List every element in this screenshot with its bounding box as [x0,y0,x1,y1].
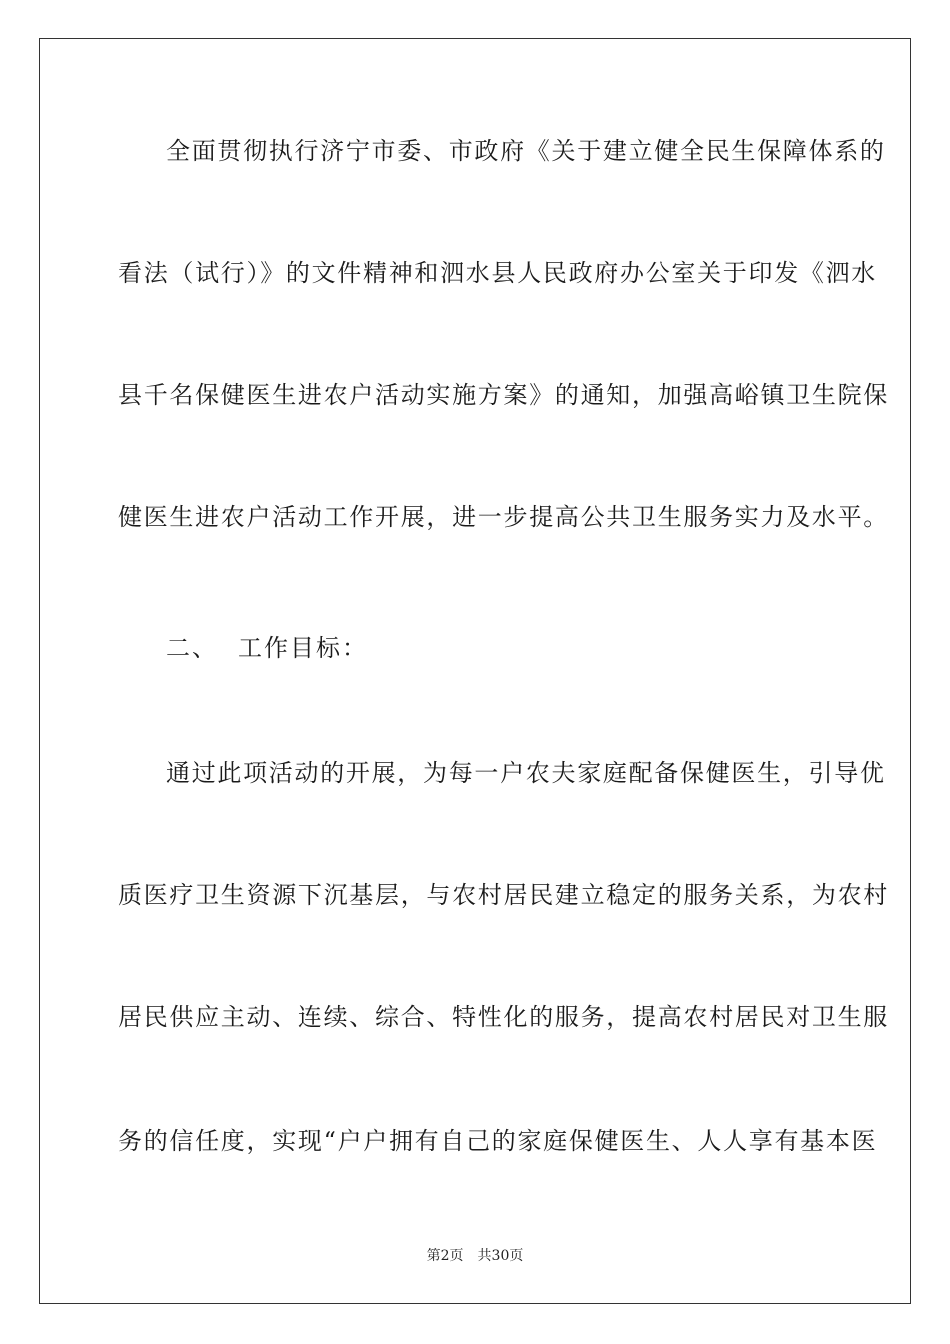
section-heading [166,633,886,663]
page-frame [39,38,911,1304]
section-title: 工作目标： [238,634,368,662]
paragraph-line: 居民供应主动、连续、综合、特性化的服务，提高农村居民对卫生服 [118,1003,889,1031]
paragraph-line: 看法（试行）》的文件精神和泗水县人民政府办公室关于印发《泗水 [118,259,877,287]
paragraph-line: 务的信任度，实现“户户拥有自己的家庭保健医生、人人享有基本医 [118,1127,878,1155]
section-number: 二、 [166,634,218,662]
page-number-total: 共30页 [477,1248,524,1264]
page-number-current: 第2页 [426,1248,464,1264]
paragraph-line: 质医疗卫生资源下沉基层，与农村居民建立稳定的服务关系，为农村 [118,881,889,909]
paragraph-line: 健医生进农户活动工作开展，进一步提高公共卫生服务实力及水平。 [118,503,889,531]
paragraph-line: 全面贯彻执行济宁市委、市政府《关于建立健全民生保障体系的 [166,137,886,165]
paragraph-line: 县千名保健医生进农户活动实施方案》的通知，加强高峪镇卫生院保 [118,381,889,409]
paragraph-line: 通过此项活动的开展，为每一户农夫家庭配备保健医生，引导优 [166,759,886,787]
page-footer [0,1246,950,1266]
